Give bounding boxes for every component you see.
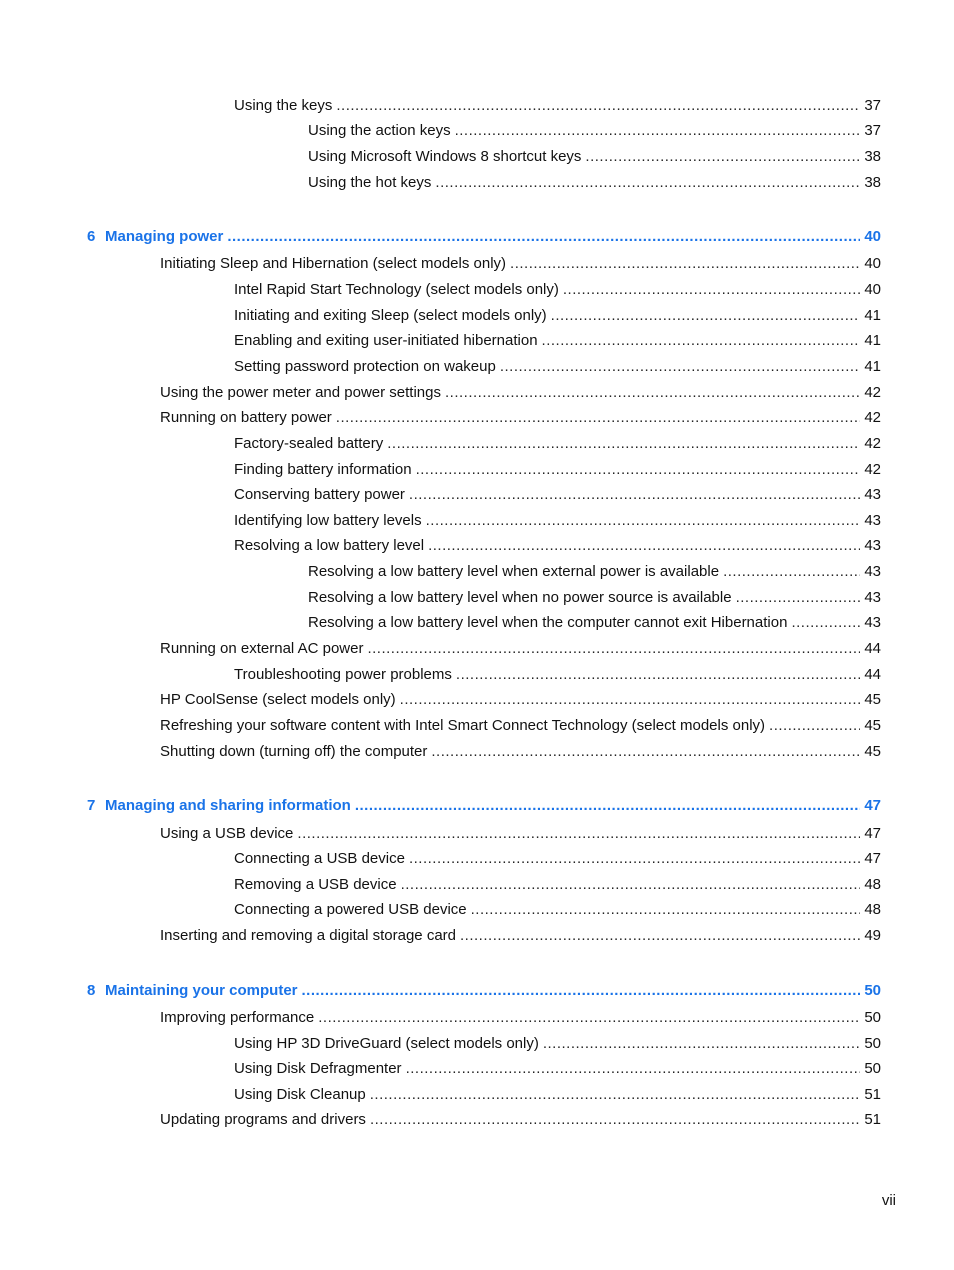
toc-entry[interactable] <box>160 717 881 735</box>
toc-entry-title: Finding battery information <box>234 461 412 478</box>
dot-leader <box>791 614 860 632</box>
dot-leader <box>500 358 860 376</box>
toc-entry[interactable] <box>234 666 881 684</box>
toc-entry-title: Troubleshooting power problems <box>234 666 452 683</box>
toc-entry-title: Running on external AC power <box>160 640 364 657</box>
toc-entry-title: Setting password protection on wakeup <box>234 358 496 375</box>
dot-leader <box>401 876 861 894</box>
dot-leader <box>736 589 861 607</box>
toc-entry[interactable] <box>160 384 881 402</box>
toc-page-number: 51 <box>864 1086 881 1103</box>
dot-leader <box>370 1111 860 1129</box>
toc-entry-title: Resolving a low battery level when the computer cannot exit Hibernation <box>308 614 788 631</box>
toc-page-number: 38 <box>864 174 881 191</box>
dot-leader <box>355 797 860 815</box>
toc-page-number: 42 <box>864 461 881 478</box>
toc-page-number: 41 <box>864 307 881 324</box>
toc-page-number: 42 <box>864 384 881 401</box>
toc-entry[interactable] <box>234 512 881 530</box>
toc-chapter-entry[interactable] <box>87 228 881 246</box>
toc-entry-title: Using the power meter and power settings <box>160 384 441 401</box>
toc-entry[interactable] <box>160 255 881 273</box>
dot-leader <box>426 512 861 530</box>
toc-page-number: 49 <box>864 927 881 944</box>
dot-leader <box>336 97 860 115</box>
toc-entry[interactable] <box>234 1060 881 1078</box>
toc-page-number: 50 <box>864 1060 881 1077</box>
toc-page-number: 44 <box>864 640 881 657</box>
chapter-number: 7 <box>87 797 96 814</box>
toc-entry-title <box>87 982 302 1000</box>
toc-page-number: 41 <box>864 332 881 349</box>
toc-page-number: 48 <box>864 901 881 918</box>
toc-entry-title: Intel Rapid Start Technology (select models only) <box>234 281 559 298</box>
toc-entry-title: Resolving a low battery level when no power source is available <box>308 589 732 606</box>
toc-page-number: 47 <box>864 850 881 867</box>
toc-entry-title: Resolving a low battery level when external power is available <box>308 563 720 580</box>
toc-page-number: 48 <box>864 876 881 893</box>
toc-entry-title: Resolving a low battery level <box>234 537 425 554</box>
toc-page-number: 43 <box>864 614 881 631</box>
toc-entry[interactable] <box>308 589 881 607</box>
toc-entry-title: Using Microsoft Windows 8 shortcut keys <box>308 148 582 165</box>
dot-leader <box>409 486 860 504</box>
toc-page-number: 50 <box>864 1035 881 1052</box>
toc-entry[interactable] <box>234 97 881 115</box>
dot-leader <box>563 281 860 299</box>
dot-leader <box>435 174 860 192</box>
toc-page-number: 47 <box>864 825 881 842</box>
toc-entry[interactable] <box>234 461 881 479</box>
toc-entry[interactable] <box>160 927 881 945</box>
dot-leader <box>318 1009 860 1027</box>
toc-entry[interactable] <box>234 537 881 555</box>
dot-leader <box>460 927 860 945</box>
toc-page-number: 38 <box>864 148 881 165</box>
dot-leader <box>445 384 860 402</box>
dot-leader <box>302 982 861 1000</box>
toc-entry[interactable] <box>234 281 881 299</box>
dot-leader <box>367 640 860 658</box>
toc-entry[interactable] <box>234 307 881 325</box>
toc-entry[interactable] <box>234 876 881 894</box>
toc-entry[interactable] <box>308 148 881 166</box>
dot-leader <box>400 691 861 709</box>
dot-leader <box>551 307 861 325</box>
chapter-number: 6 <box>87 228 96 245</box>
toc-entry-title: Using HP 3D DriveGuard (select models only) <box>234 1035 539 1052</box>
toc-page-number: 51 <box>864 1111 881 1128</box>
dot-leader <box>387 435 860 453</box>
dot-leader <box>409 850 860 868</box>
dot-leader <box>431 743 860 761</box>
toc-entry-title <box>87 797 355 815</box>
toc-entry-title: Shutting down (turning off) the computer <box>160 743 428 760</box>
toc-page-number: 43 <box>864 512 881 529</box>
toc-page-number: 42 <box>864 409 881 426</box>
dot-leader <box>455 122 861 140</box>
toc-entry-title: Using the keys <box>234 97 333 114</box>
toc-entry-title: Removing a USB device <box>234 876 397 893</box>
toc-page-number: 45 <box>864 743 881 760</box>
toc-entry[interactable] <box>234 486 881 504</box>
dot-leader <box>510 255 860 273</box>
chapter-title: Managing power <box>105 228 224 245</box>
page-number: vii <box>881 1192 896 1209</box>
toc-entry[interactable] <box>234 850 881 868</box>
toc-entry[interactable] <box>234 435 881 453</box>
toc-entry[interactable] <box>160 1111 881 1129</box>
toc-entry[interactable] <box>160 409 881 427</box>
toc-entry-title: Using a USB device <box>160 825 294 842</box>
toc-entry-title: Identifying low battery levels <box>234 512 422 529</box>
toc-entry-title: Factory-sealed battery <box>234 435 384 452</box>
toc-chapter-entry[interactable] <box>87 982 881 1000</box>
toc-entry[interactable] <box>234 1086 881 1104</box>
toc-entry-title: Initiating Sleep and Hibernation (select models only) <box>160 255 507 272</box>
toc-entry-title: Using Disk Cleanup <box>234 1086 366 1103</box>
dot-leader <box>370 1086 861 1104</box>
dot-leader <box>543 1035 860 1053</box>
toc-page-number: 44 <box>864 666 881 683</box>
chapter-title: Managing and sharing information <box>105 797 351 814</box>
toc-entry-title: Inserting and removing a digital storage card <box>160 927 457 944</box>
dot-leader <box>542 332 861 350</box>
toc-entry-title <box>87 228 227 246</box>
toc-page-number: 43 <box>864 563 881 580</box>
toc-chapter-entry[interactable] <box>87 797 881 815</box>
toc-page-number: 41 <box>864 358 881 375</box>
toc-entry[interactable] <box>234 358 881 376</box>
toc-entry[interactable] <box>234 332 881 350</box>
toc-page-number: 40 <box>864 281 881 298</box>
toc-page-number: 47 <box>864 797 881 814</box>
dot-leader <box>227 228 860 246</box>
toc-page-number: 37 <box>864 97 881 114</box>
toc-page-number: 42 <box>864 435 881 452</box>
toc-page-number: 43 <box>864 589 881 606</box>
toc-entry[interactable] <box>160 1009 881 1027</box>
toc-page-number: 45 <box>864 717 881 734</box>
toc-entry-title: Connecting a USB device <box>234 850 405 867</box>
toc-entry-title: Refreshing your software content with Intel Smart Connect Technology (select models only) <box>160 717 766 734</box>
toc-page-number: 43 <box>864 537 881 554</box>
toc-page-number: 43 <box>864 486 881 503</box>
toc-page-number: 50 <box>864 1009 881 1026</box>
toc-entry[interactable] <box>160 640 881 658</box>
toc-entry[interactable] <box>160 691 881 709</box>
toc-page-number: 40 <box>864 255 881 272</box>
toc-entry-title: Connecting a powered USB device <box>234 901 467 918</box>
dot-leader <box>416 461 861 479</box>
toc-entry-title: Running on battery power <box>160 409 332 426</box>
toc-entry-title: Using Disk Defragmenter <box>234 1060 402 1077</box>
toc-entry-title: Using the hot keys <box>308 174 432 191</box>
toc-entry[interactable] <box>308 614 881 632</box>
dot-leader <box>723 563 860 581</box>
toc-entry[interactable] <box>308 122 881 140</box>
toc-entry-title: HP CoolSense (select models only) <box>160 691 396 708</box>
toc-entry-title: Updating programs and drivers <box>160 1111 366 1128</box>
toc-page-number: 40 <box>864 228 881 245</box>
dot-leader <box>456 666 860 684</box>
toc-entry[interactable] <box>308 174 881 192</box>
toc-page-number: 50 <box>864 982 881 999</box>
toc-entry-title: Improving performance <box>160 1009 315 1026</box>
dot-leader <box>585 148 860 166</box>
toc-entry[interactable] <box>234 1035 881 1053</box>
toc-entry-title: Enabling and exiting user-initiated hibernation <box>234 332 538 349</box>
toc-page-number: 37 <box>864 122 881 139</box>
chapter-title: Maintaining your computer <box>105 982 298 999</box>
dot-leader <box>406 1060 861 1078</box>
toc-entry[interactable] <box>234 901 881 919</box>
dot-leader <box>428 537 860 555</box>
toc-entry-title: Initiating and exiting Sleep (select models only) <box>234 307 547 324</box>
toc-entry[interactable] <box>160 825 881 843</box>
toc-entry-title: Using the action keys <box>308 122 451 139</box>
toc-entry[interactable] <box>160 743 881 761</box>
toc-entry[interactable] <box>308 563 881 581</box>
dot-leader <box>336 409 861 427</box>
toc-page-number: 45 <box>864 691 881 708</box>
dot-leader <box>471 901 861 919</box>
chapter-number: 8 <box>87 982 96 999</box>
dot-leader <box>769 717 860 735</box>
toc-entry-title: Conserving battery power <box>234 486 405 503</box>
dot-leader <box>297 825 860 843</box>
